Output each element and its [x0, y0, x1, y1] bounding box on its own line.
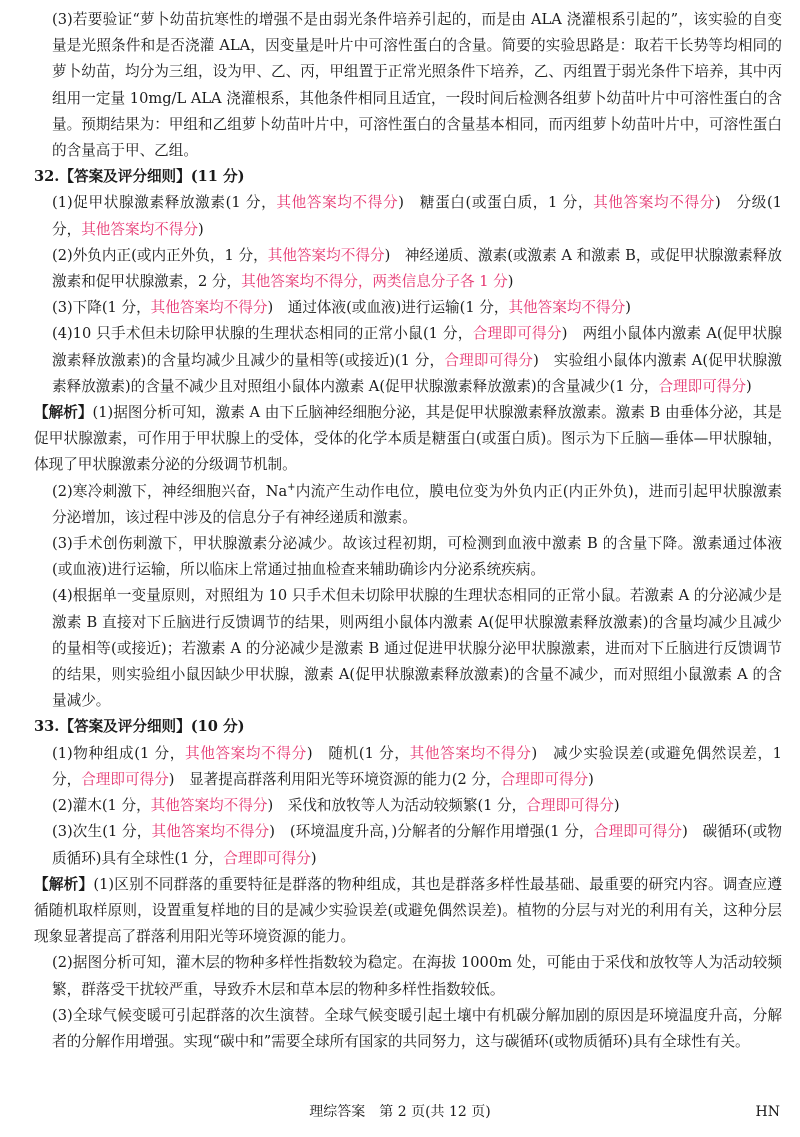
q32-answer-4: (4)10 只手术但未切除甲状腺的生理状态相同的正常小鼠(1 分，合理即可得分) 两组小鼠体内激素 A(促甲状腺激素释放激素)的含量均减少且减少的量相等(或接近)(1 分，合理即可得分) 实验组小鼠体内激素 A(促甲状腺激素释放激素)的含量不减少且对照组小鼠体内激素 A(促甲状腺激素释放激素)的含量减少(1 分，合理即可得分) [52, 325, 782, 395]
page-footer [0, 1095, 800, 1121]
page-number: 理综答案 第 2 页(共 12 页) [309, 1104, 491, 1120]
q32-header: 32.【答案及评分细则】(11 分) [34, 168, 245, 186]
q33-header: 33.【答案及评分细则】(10 分) [34, 718, 245, 736]
q33-answer-3: (3)次生(1 分，其他答案均不得分) (环境温度升高，)分解者的分解作用增强(1 分，合理即可得分) 碳循环(或物质循环)具有全球性(1 分，合理即可得分) [52, 823, 782, 867]
q33-answer-1: (1)物种组成(1 分，其他答案均不得分) 随机(1 分，其他答案均不得分) 减少实验误差(或避免偶然误差，1 分，合理即可得分) 显著提高群落利用阳光等环境资源的能力(2 分，合理即可得分) [52, 744, 782, 788]
q32-answer-3: (3)下降(1 分，其他答案均不得分) 通过体液(或血液)进行运输(1 分，其他答案均不得分) [52, 299, 631, 317]
q32-answer-1: (1)促甲状腺激素释放激素(1 分，其他答案均不得分) 糖蛋白(或蛋白质，1 分，其他答案均不得分) 分级(1 分，其他答案均不得分) [52, 194, 782, 238]
q31-part3-answer: (3)若要验证“萝卜幼苗抗寒性的增强不是由弱光条件培养引起的，而是由 ALA 浇灌根系引起的”，该实验的自变量是光照条件和是否浇灌 ALA，因变量是叶片中可溶性蛋白的含量。简要的实验思路是：取若干长势等均相同的萝卜幼苗，均分为三组，设为甲、乙、丙，甲组置于正常光照条件下培养，乙、丙组置于弱光条件下培养，其中丙组用一定量 10mg/L ALA 浇灌根系，其他条件相同且适宜，一段时间后检测各组萝卜幼苗叶片中可溶性蛋白的含量。预期结果为：甲组和乙组萝卜幼苗叶片中，可溶性蛋白的含量基本相同，而丙组萝卜幼苗叶片中，可溶性蛋白的含量高于甲、乙组。 [52, 11, 782, 160]
q33-analysis-3: (3)全球气候变暖可引起群落的次生演替。全球气候变暖引起土壤中有机碳分解加剧的原因是环境温度升高，分解者的分解作用增强。实现“碳中和”需要全球所有国家的共同努力，这与碳循环(或物质循环)具有全球性有关。 [52, 1006, 782, 1050]
q32-analysis-1: 【解析】(1)据图分析可知，激素 A 由下丘脑神经细胞分泌，其是促甲状腺激素释放激素。激素 B 由垂体分泌，其是促甲状腺激素，可作用于甲状腺上的受体，受体的化学本质是糖蛋白(或蛋白质)。图示为下丘脑—垂体—甲状腺轴，体现了甲状腺激素分泌的分级调节机制。 [34, 404, 782, 474]
region-code: HN [755, 1104, 780, 1120]
q33-analysis-2: (2)据图分析可知，灌木层的物种多样性指数较为稳定。在海拔 1000m 处，可能由于采伐和放牧等人为活动较频繁，群落受干扰较严重，导致乔木层和草本层的物种多样性指数较低。 [52, 954, 782, 998]
q32-answer-2: (2)外负内正(或内正外负，1 分，其他答案均不得分) 神经递质、激素(或激素 A 和激素 B，或促甲状腺激素释放激素和促甲状腺激素，2 分，其他答案均不得分，两类信息分子各 1 分) [52, 246, 782, 291]
q32-analysis-2: (2)寒冷刺激下，神经细胞兴奋，Na+内流产生动作电位，膜电位变为外负内正(内正外负)，进而引起甲状腺激素分泌增加，该过程中涉及的信息分子有神经递质和激素。 [52, 481, 782, 526]
q33-analysis-1: 【解析】(1)区别不同群落的重要特征是群落的物种组成，其也是群落多样性最基础、最重要的研究内容。调查应遵循随机取样原则，设置重复样地的目的是减少实验误差(或避免偶然误差)。植物的分层与对光的利用有关，这种分层现象显著提高了群落利用阳光等环境资源的能力。 [34, 875, 782, 946]
q33-answer-2: (2)灌木(1 分，其他答案均不得分) 采伐和放牧等人为活动较频繁(1 分，合理即可得分) [52, 797, 620, 815]
q32-analysis-4: (4)根据单一变量原则，对照组为 10 只手术但未切除甲状腺的生理状态相同的正常小鼠。若激素 A 的分泌减少是激素 B 直接对下丘脑进行反馈调节的结果，则两组小鼠体内激素 A(促甲状腺激素释放激素)的含量均减少且减少的量相等(或接近)；若激素 A 的分泌减少是激素 B 通过促进甲状腺分泌甲状腺激素，进而对下丘脑进行反馈调节的结果，则实验组小鼠因缺少甲状腺，激素 A(促甲状腺激素释放激素)的含量不减少，而对照组小鼠激素 A 的含量减少。 [52, 587, 782, 710]
q32-analysis-3: (3)手术创伤刺激下，甲状腺激素分泌减少。故该过程初期，可检测到血液中激素 B 的含量下降。激素通过体液(或血液)进行运输，所以临床上常通过抽血检查来辅助确诊内分泌系统疾病。 [52, 535, 782, 579]
document-body [34, 7, 782, 1055]
